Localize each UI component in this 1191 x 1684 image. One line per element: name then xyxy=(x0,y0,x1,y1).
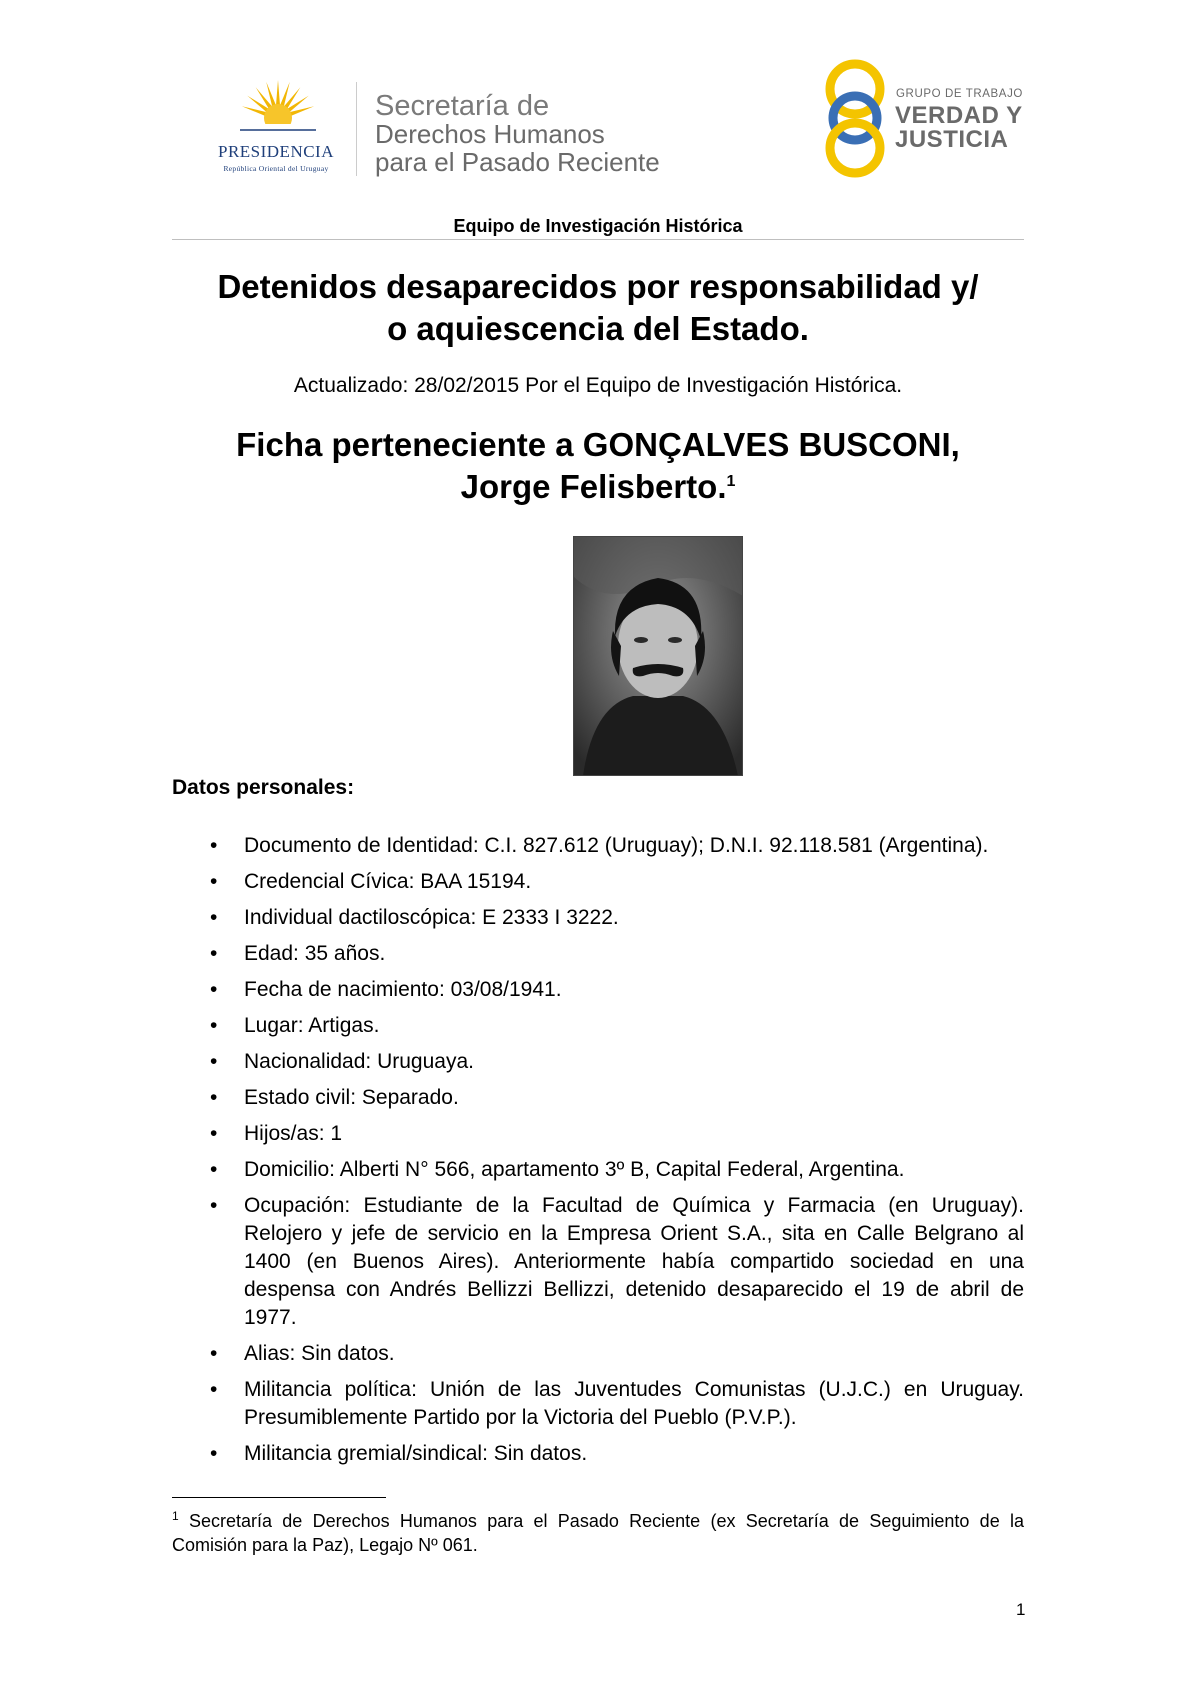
header-rule xyxy=(172,239,1024,240)
gvj-line3: JUSTICIA xyxy=(895,126,1009,153)
list-item-text: Estado civil: Separado. xyxy=(244,1086,459,1109)
list-item xyxy=(172,1048,1024,1076)
list-item xyxy=(172,976,1024,1004)
list-item xyxy=(172,940,1024,968)
bullet-icon: • xyxy=(210,978,218,1001)
list-item xyxy=(172,1340,1024,1368)
personal-data-heading: Datos personales: xyxy=(172,776,355,799)
page-number: 1 xyxy=(1016,1600,1026,1619)
list-item-text: Documento de Identidad: C.I. 827.612 (Uruguay); D.N.I. 92.118.581 (Argentina). xyxy=(244,834,989,857)
gvj-line1: GRUPO DE TRABAJO xyxy=(896,88,1023,100)
secretaria-line3: para el Pasado Reciente xyxy=(375,147,660,177)
ficha-line2: Jorge Felisberto. xyxy=(460,468,727,505)
ficha-title xyxy=(172,424,1024,508)
gvj-line2: VERDAD Y xyxy=(895,102,1023,129)
page-header xyxy=(0,0,1191,200)
list-item-text: Militancia gremial/sindical: Sin datos. xyxy=(244,1442,588,1465)
bullet-icon: • xyxy=(210,1342,218,1365)
bullet-icon: • xyxy=(210,906,218,929)
list-item xyxy=(172,1376,1024,1432)
bullet-icon: • xyxy=(210,1122,218,1145)
bullet-icon: • xyxy=(210,942,218,965)
bullet-icon: • xyxy=(210,1086,218,1109)
bullet-icon: • xyxy=(210,1442,218,1465)
document-title xyxy=(172,266,1024,350)
ficha-line1: Ficha perteneciente a GONÇALVES BUSCONI, xyxy=(236,426,960,463)
footnote-separator xyxy=(172,1497,386,1498)
presidencia-subtitle: República Oriental del Uruguay xyxy=(223,164,329,173)
list-item xyxy=(172,1012,1024,1040)
bullet-icon: • xyxy=(210,1050,218,1073)
list-item xyxy=(172,1156,1024,1184)
portrait-photo xyxy=(573,536,743,776)
secretaria-line2: Derechos Humanos xyxy=(375,119,605,149)
team-heading: Equipo de Investigación Histórica xyxy=(453,216,743,236)
verdad-justicia-logo xyxy=(822,56,1022,181)
list-item xyxy=(172,832,1024,860)
secretaria-logo-text xyxy=(375,92,660,176)
bullet-icon: • xyxy=(210,1158,218,1181)
list-item-text: Lugar: Artigas. xyxy=(244,1014,380,1037)
bullet-icon: • xyxy=(210,834,218,857)
presidencia-logo xyxy=(196,78,356,178)
presidencia-name: PRESIDENCIA xyxy=(217,142,334,161)
personal-data-list xyxy=(172,832,1024,1476)
bullet-icon: • xyxy=(210,1378,218,1401)
list-item xyxy=(172,1120,1024,1148)
list-item xyxy=(172,1084,1024,1112)
list-item xyxy=(172,868,1024,896)
secretaria-line1: Secretaría de xyxy=(375,90,550,122)
list-item-text: Militancia política: Unión de las Juventudes Comunistas (U.J.C.) en Uruguay. Presumiblemente Partido por la Victoria del Pueblo (P.V.P.). xyxy=(244,1378,1024,1429)
list-item-text: Edad: 35 años. xyxy=(244,942,386,965)
list-item-text: Individual dactiloscópica: E 2333 I 3222. xyxy=(244,906,619,929)
footnote-text: Secretaría de Derechos Humanos para el Pasado Reciente (ex Secretaría de Seguimiento de la Comisión para la Paz), Legajo Nº 061. xyxy=(172,1511,1024,1555)
list-item-text: Alias: Sin datos. xyxy=(244,1342,395,1365)
list-item xyxy=(172,1440,1024,1468)
list-item xyxy=(172,904,1024,932)
list-item-text: Credencial Cívica: BAA 15194. xyxy=(244,870,532,893)
list-item xyxy=(172,1192,1024,1332)
sun-emblem-icon xyxy=(238,78,318,142)
list-item-text: Hijos/as: 1 xyxy=(244,1122,343,1145)
updated-note: Actualizado: 28/02/2015 Por el Equipo de Investigación Histórica. xyxy=(293,374,903,397)
footnote-number: 1 xyxy=(172,1509,179,1523)
list-item-text: Domicilio: Alberti N° 566, apartamento 3º B, Capital Federal, Argentina. xyxy=(244,1158,905,1181)
rings-emblem-icon xyxy=(822,56,892,181)
logo-divider xyxy=(356,82,357,176)
bullet-icon: • xyxy=(210,1194,218,1217)
list-item-text: Ocupación: Estudiante de la Facultad de Química y Farmacia (en Uruguay). Relojero y jefe de servicio en la Empresa Orient S.A., sita en Calle Belgrano al 1400 (en Buenos Aires). Anteriormente había compartido sociedad en una despensa con Andrés Bellizzi Bellizzi, detenido desaparecido el 19 de abril de 1977. xyxy=(244,1194,1024,1329)
bullet-icon: • xyxy=(210,1014,218,1037)
footnote-reference: 1 xyxy=(726,473,736,490)
footnote xyxy=(172,1504,1024,1557)
title-line2: o aquiescencia del Estado. xyxy=(387,310,809,347)
list-item-text: Nacionalidad: Uruguaya. xyxy=(244,1050,474,1073)
list-item-text: Fecha de nacimiento: 03/08/1941. xyxy=(244,978,562,1001)
title-line1: Detenidos desaparecidos por responsabilidad y/ xyxy=(217,268,979,305)
bullet-icon: • xyxy=(210,870,218,893)
